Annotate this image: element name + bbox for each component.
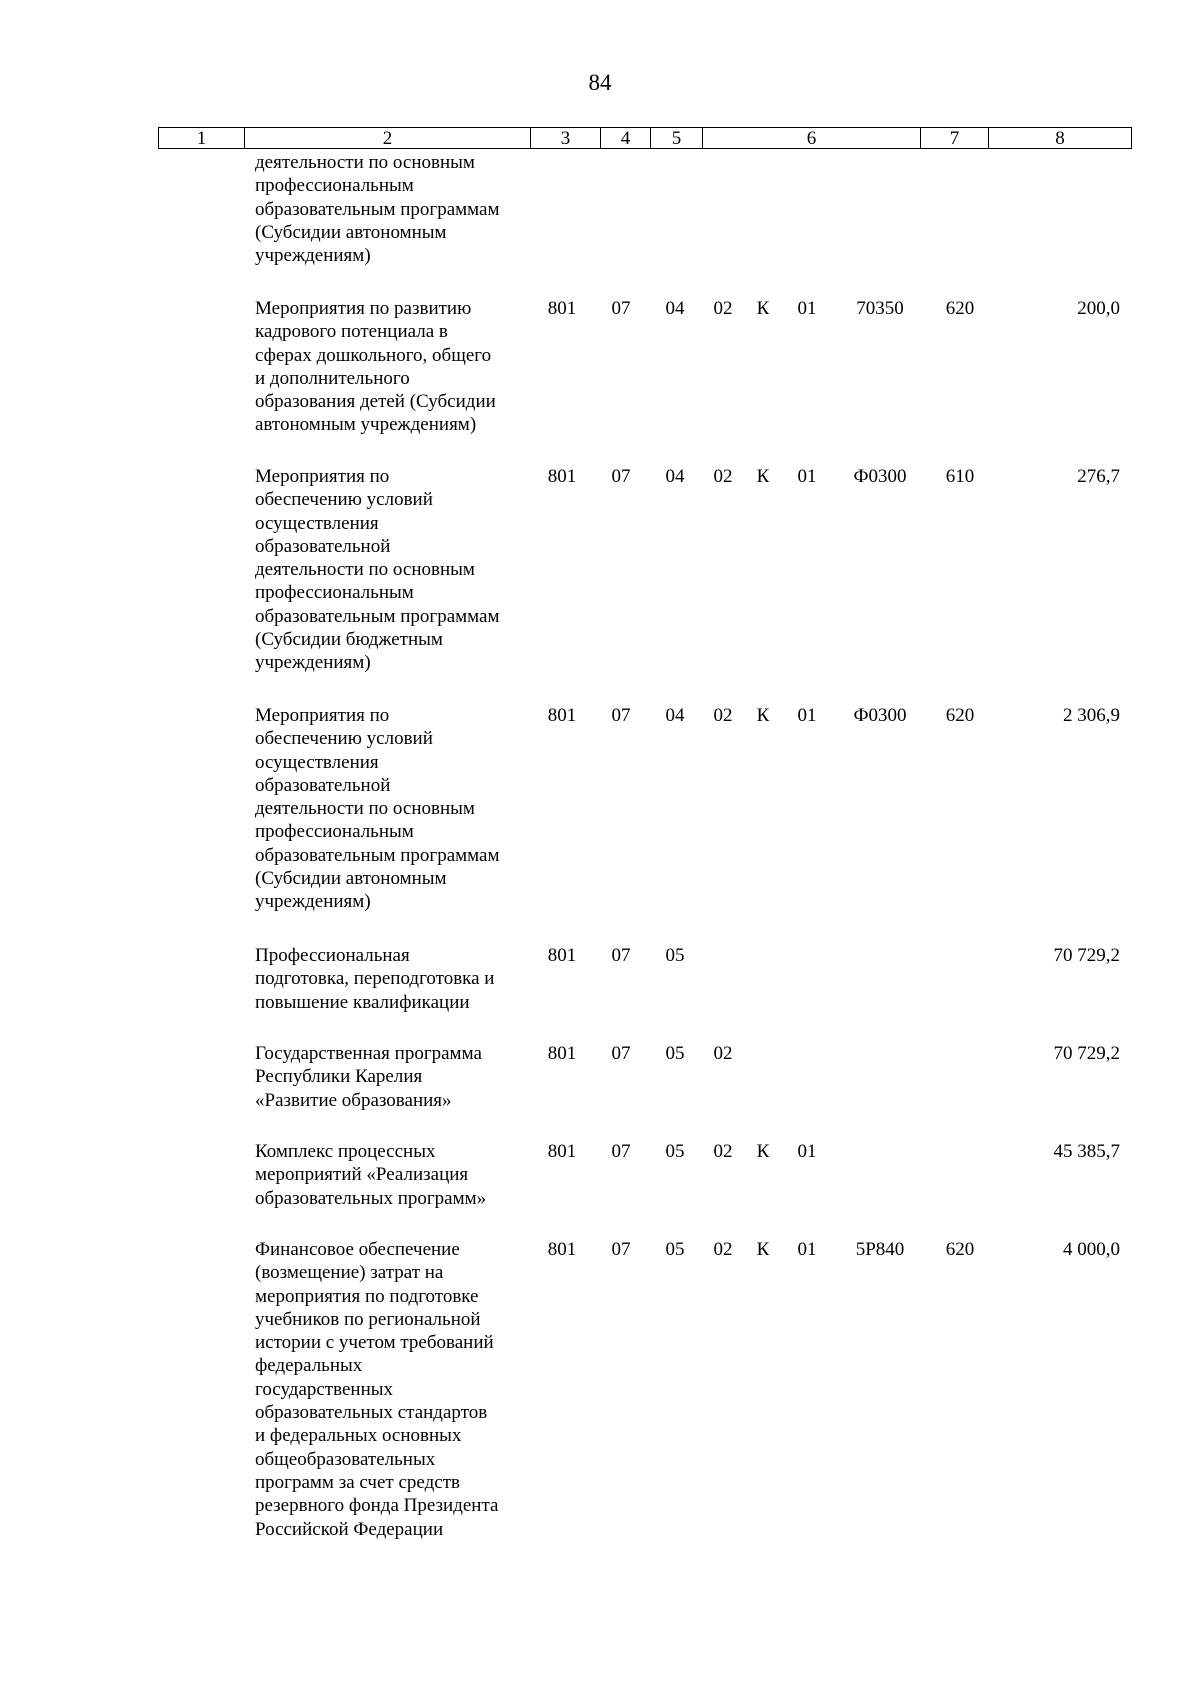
cell-program: 02 (713, 298, 733, 319)
cell-amount: 70 729,2 (1053, 1043, 1120, 1064)
header-col-3: 3 (531, 128, 601, 149)
cell-expense-type: 610 (945, 466, 975, 487)
cell-amount: 2 306,9 (1063, 705, 1120, 726)
cell-amount: 45 385,7 (1053, 1141, 1120, 1162)
cell-program: 02 (713, 1141, 733, 1162)
header-col-1: 1 (159, 128, 245, 149)
cell-direction: 5Р840 (855, 1239, 905, 1260)
cell-complex: 01 (797, 1239, 817, 1260)
page-number: 84 (588, 70, 612, 95)
cell-complex: 01 (797, 1141, 817, 1162)
cell-expense-type: 620 (945, 1239, 975, 1260)
cell-direction: Ф0300 (853, 705, 907, 726)
row-description: Профессиональная подготовка, переподготовка и повышение квалификации (255, 945, 495, 1013)
cell-amount: 70 729,2 (1053, 945, 1120, 966)
row-description: Мероприятия по обеспечению условий осуществления образовательной деятельности по основным профессиональным образовательным программам (Субсидии автономным учреждениям) (255, 705, 500, 913)
cell-program: 02 (713, 1043, 733, 1064)
cell-complex: 01 (797, 466, 817, 487)
cell-ministry-code: 801 (547, 466, 577, 487)
cell-subprogram-type: К (756, 705, 770, 726)
cell-subsection: 04 (665, 298, 685, 319)
cell-subprogram-type: К (756, 298, 770, 319)
cell-direction: Ф0300 (853, 466, 907, 487)
cell-section: 07 (611, 1043, 631, 1064)
cell-subsection: 05 (665, 945, 685, 966)
row-description: деятельности по основным профессиональным образовательным программам (Субсидии автономным учреждениям) (255, 152, 500, 267)
row-description: Финансовое обеспечение (возмещение) затрат на мероприятия по подготовке учебников по региональной истории с учетом требований федеральных государственных образовательных стандартов и федеральных основных общеобразовательных программ за счет средств резервного фонда Президента Российской Федерации (255, 1239, 499, 1540)
cell-complex: 01 (797, 298, 817, 319)
cell-ministry-code: 801 (547, 298, 577, 319)
header-col-4: 4 (601, 128, 651, 149)
cell-ministry-code: 801 (547, 1043, 577, 1064)
cell-subsection: 05 (665, 1043, 685, 1064)
header-col-8: 8 (989, 128, 1132, 149)
cell-section: 07 (611, 466, 631, 487)
row-description: Комплекс процессных мероприятий «Реализация образовательных программ» (255, 1141, 487, 1209)
cell-ministry-code: 801 (547, 945, 577, 966)
cell-section: 07 (611, 1239, 631, 1260)
cell-section: 07 (611, 298, 631, 319)
cell-subsection: 04 (665, 705, 685, 726)
cell-amount: 276,7 (1077, 466, 1120, 487)
cell-direction: 70350 (856, 298, 904, 319)
row-description: Мероприятия по развитию кадрового потенциала в сферах дошкольного, общего и дополнительного образования детей (Субсидии автономным учреждениям) (255, 298, 496, 436)
row-description: Государственная программа Республики Карелия «Развитие образования» (255, 1043, 482, 1111)
cell-expense-type: 620 (945, 705, 975, 726)
header-col-5: 5 (651, 128, 703, 149)
header-col-7: 7 (921, 128, 989, 149)
cell-section: 07 (611, 1141, 631, 1162)
cell-subsection: 04 (665, 466, 685, 487)
cell-amount: 200,0 (1077, 298, 1120, 319)
cell-program: 02 (713, 466, 733, 487)
cell-subprogram-type: К (756, 1239, 770, 1260)
cell-expense-type: 620 (945, 298, 975, 319)
header-col-6: 6 (703, 128, 921, 149)
cell-complex: 01 (797, 705, 817, 726)
cell-ministry-code: 801 (547, 1239, 577, 1260)
cell-subprogram-type: К (756, 466, 770, 487)
cell-subsection: 05 (665, 1141, 685, 1162)
cell-ministry-code: 801 (547, 705, 577, 726)
table-header (158, 127, 1132, 149)
cell-subprogram-type: К (756, 1141, 770, 1162)
cell-program: 02 (713, 1239, 733, 1260)
cell-ministry-code: 801 (547, 1141, 577, 1162)
header-col-2: 2 (245, 128, 531, 149)
cell-amount: 4 000,0 (1063, 1239, 1120, 1260)
cell-subsection: 05 (665, 1239, 685, 1260)
cell-section: 07 (611, 705, 631, 726)
cell-section: 07 (611, 945, 631, 966)
row-description: Мероприятия по обеспечению условий осуществления образовательной деятельности по основным профессиональным образовательным программам (Субсидии бюджетным учреждениям) (255, 466, 500, 674)
cell-program: 02 (713, 705, 733, 726)
